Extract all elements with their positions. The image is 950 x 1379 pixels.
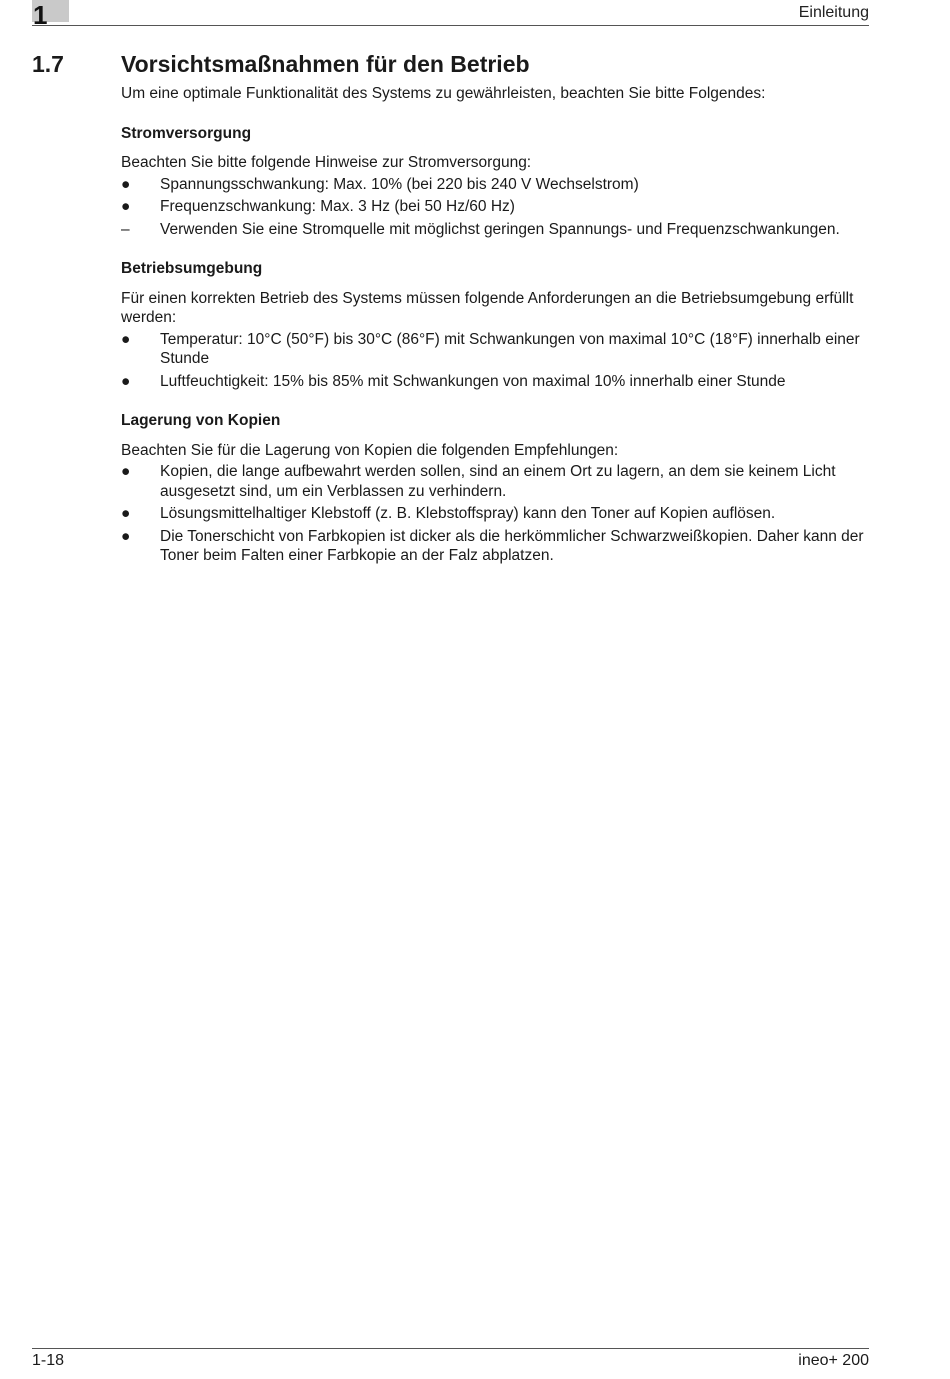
list-item-text: Luftfeuchtigkeit: 15% bis 85% mit Schwankungen von maximal 10% innerhalb einer Stunde [160, 372, 786, 390]
bullet-icon: ● [121, 330, 131, 348]
bullet-icon: ● [121, 505, 131, 522]
block-lead: Beachten Sie für die Lagerung von Kopien die folgenden Empfehlungen: [121, 441, 619, 459]
list-item-text: Frequenzschwankung: Max. 3 Hz (bei 50 Hz/60 Hz) [160, 198, 515, 215]
list-item [121, 197, 871, 217]
block-heading: Betriebsumgebung [121, 260, 263, 277]
chapter-title: Einleitung [798, 4, 869, 21]
list-item [121, 175, 871, 195]
bullet-icon: ● [121, 198, 131, 215]
list-item [121, 330, 871, 369]
list-item-text: Verwenden Sie eine Stromquelle mit möglichst geringen Spannungs- und Frequenzschwankungen. [160, 220, 840, 238]
block-environment [121, 259, 871, 391]
list-item-text: Spannungsschwankung: Max. 10% (bei 220 bis 240 V Wechselstrom) [160, 175, 639, 193]
block-copy-storage [121, 411, 871, 566]
section-content [121, 84, 871, 569]
section-number: 1.7 [32, 51, 64, 77]
chapter-number: 1 [33, 0, 48, 30]
list-item [121, 504, 871, 524]
footer-rule [32, 1348, 869, 1349]
bullet-list [121, 462, 871, 566]
page-number: 1-18 [32, 1352, 65, 1369]
list-item-text: Temperatur: 10°C (50°F) bis 30°C (86°F) mit Schwankungen von maximal 10°C (18°F) innerhalb einer Stunde [160, 330, 860, 367]
list-item [121, 462, 871, 501]
bullet-icon: ● [121, 372, 131, 390]
list-item-text: Kopien, die lange aufbewahrt werden sollen, sind an einem Ort zu lagern, an dem sie keinem Licht ausgesetzt sind, um ein Verblassen zu verhindern. [160, 463, 836, 500]
bullet-icon: ● [121, 527, 131, 545]
block-lead: Für einen korrekten Betrieb des Systems müssen folgende Anforderungen an die Betriebsumgebung erfüllt werden: [121, 289, 854, 326]
list-item [121, 220, 871, 240]
bullet-icon: ● [121, 175, 131, 193]
list-item-text: Die Tonerschicht von Farbkopien ist dicker als die herkömmlicher Schwarzweißkopien. Daher kann der Toner beim Falten einer Farbkopie an der Falz abplatzen. [160, 527, 864, 564]
bullet-list [121, 175, 871, 240]
list-item [121, 372, 871, 392]
product-name: ineo+ 200 [798, 1352, 869, 1369]
block-power [121, 124, 871, 240]
bullet-icon: ● [121, 463, 131, 480]
header-rule [32, 25, 869, 26]
section-title: Vorsichtsmaßnahmen für den Betrieb [121, 51, 530, 77]
block-heading: Stromversorgung [121, 124, 252, 142]
list-item-text: Lösungsmittelhaltiger Klebstoff (z. B. Klebstoffspray) kann den Toner auf Kopien auflösen. [160, 505, 776, 522]
dash-icon: – [121, 220, 130, 238]
bullet-list [121, 330, 871, 392]
block-lead: Beachten Sie bitte folgende Hinweise zur Stromversorgung: [121, 154, 532, 171]
block-heading: Lagerung von Kopien [121, 412, 281, 429]
list-item [121, 527, 871, 566]
section-intro: Um eine optimale Funktionalität des Systems zu gewährleisten, beachten Sie bitte Folgendes: [121, 85, 766, 102]
